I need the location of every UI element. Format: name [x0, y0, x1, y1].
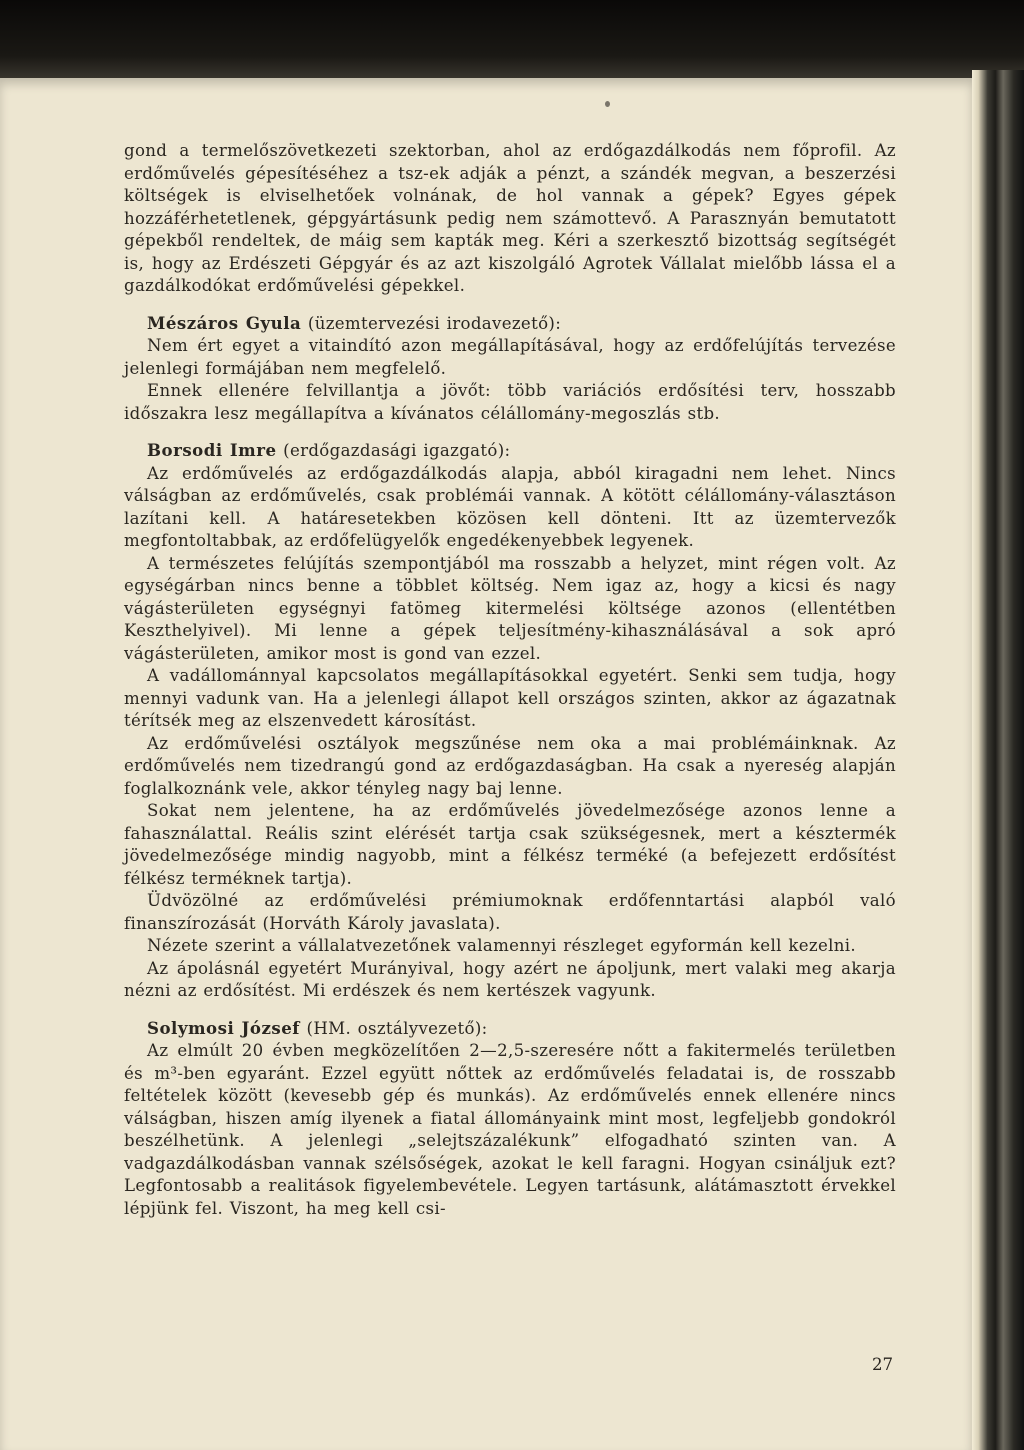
- paragraph: Az erdőművelési osztályok megszűnése nem oka a mai problémáinknak. Az erdőművelés nem tizedrangú gond az erdőgazdaságban. Ha csak a nyereség alapján foglalkoznánk vele, akkor tényleg nagy baj lenne.: [124, 733, 896, 798]
- speaker-name: Mészáros Gyula: [147, 312, 302, 333]
- paragraph: A természetes felújítás szempontjából ma rosszabb a helyzet, mint régen volt. Az egységárban nincs benne a többlet költség. Nem igaz az, hogy a kicsi és nagy vágásterületen egységnyi fatömeg kitermelési költsége azonos (ellentétben Keszthelyivel). Mi lenne a gépek teljesítmény-kihasználásával a sok apró vágásterületen, amikor most is gond van ezzel.: [124, 553, 896, 663]
- paragraph: Sokat nem jelentene, ha az erdőművelés jövedelmezősége azonos lenne a fahasználattal. Reális szint elérését tartja csak szükségesnek, mert a késztermék jövedelmezősége mindig nagyobb, mint a félkész terméké (a befejezett erdősítést félkész terméknek tartja).: [124, 801, 896, 888]
- book-spine-edge: [972, 70, 1024, 1450]
- speaker-role: (HM. osztályvezető):: [299, 1018, 488, 1038]
- paragraph: Üdvözölné az erdőművelési prémiumoknak erdőfenntartási alapból való finanszírozását (Horváth Károly javaslata).: [124, 891, 896, 933]
- speaker-heading: [124, 1017, 896, 1041]
- paragraph: gond a termelőszövetkezeti szektorban, ahol az erdőgazdálkodás nem főprofil. Az erdőművelés gépesítéséhez a tsz-ek adják a pénzt, a szándék megvan, a beszerzési költségek is elviselhetőek volnának, de hol vannak a gépek? Egyes gépek hozzáférhetetlenek, gépgyártásunk pedig nem számottevő. A Parasznyán bemutatott gépekből rendeltek, de máig sem kapták meg. Kéri a szerkesztő bizottság segítségét is, hogy az Erdészeti Gépgyár és az azt kiszolgáló Agrotek Vállalat mielőbb lássa el a gazdálkodókat erdőművelési gépekkel.: [124, 141, 896, 295]
- speaker-name: Solymosi József: [147, 1017, 300, 1038]
- page-number: 27: [872, 1355, 894, 1374]
- speaker-role: (üzemtervezési irodavezető):: [301, 313, 562, 333]
- paragraph: Ennek ellenére felvillantja a jövőt: több variációs erdősítési terv, hosszabb időszakra lesz megállapítva a kívánatos célállomány-megoszlás stb.: [124, 381, 896, 423]
- paragraph: Az ápolásnál egyetért Murányival, hogy azért ne ápoljunk, mert valaki meg akarja nézni az erdősítést. Mi erdészek és nem kertészek vagyunk.: [124, 958, 896, 1000]
- paragraph: Nem ért egyet a vitaindító azon megállapításával, hogy az erdőfelújítás tervezése jelenlegi formájában nem megfelelő.: [124, 336, 896, 378]
- speaker-name: Borsodi Imre: [147, 440, 277, 460]
- paragraph: Nézete szerint a vállalatvezetőnek valamennyi részleget egyformán kell kezelni.: [147, 936, 856, 955]
- paragraph: Az erdőművelés az erdőgazdálkodás alapja, abból kiragadni nem lehet. Nincs válságban az erdőművelés, csak problémái vannak. A kötött célállomány-választáson lazítani kell. A határesetekben közösen kell dönteni. Itt az üzemtervezők megfontoltabbak, az erdőfelügyelők engedékenyebbek legyenek.: [124, 463, 896, 550]
- print-mark: [605, 101, 610, 107]
- speaker-heading: [124, 439, 896, 463]
- page-text: [124, 140, 896, 1220]
- speaker-heading: [124, 312, 896, 336]
- paragraph: Az elmúlt 20 évben megközelítően 2—2,5-szeresére nőtt a fakitermelés területben és m³-ben egyaránt. Ezzel együtt nőttek az erdőművelés feladatai is, de rosszabb feltételek között (kevesebb gép és munkás). Az erdőművelés ennek ellenére nincs válságban, hiszen amíg ilyenek a fiatal állományaink mint most, legfeljebb gondokról beszélhetünk. A jelenlegi „selejtszázalékunk” elfogadható szinten van. A vadgazdálkodásban vannak szélsőségek, azokat le kell faragni. Hogyan csináljuk ezt? Legfontosabb a realitások figyelembevétele. Legyen tartásunk, alátámasztott érvekkel lépjünk fel. Viszont, ha meg kell csi-: [124, 1041, 896, 1218]
- speaker-role: (erdőgazdasági igazgató):: [276, 441, 511, 460]
- paragraph: A vadállománnyal kapcsolatos megállapításokkal egyetért. Senki sem tudja, hogy mennyi vadunk van. Ha a jelenlegi állapot kell országos szinten, akkor az ágazatnak térítsék meg az elszenvedett károsítást.: [124, 666, 896, 730]
- scan-top-border: [0, 0, 1024, 80]
